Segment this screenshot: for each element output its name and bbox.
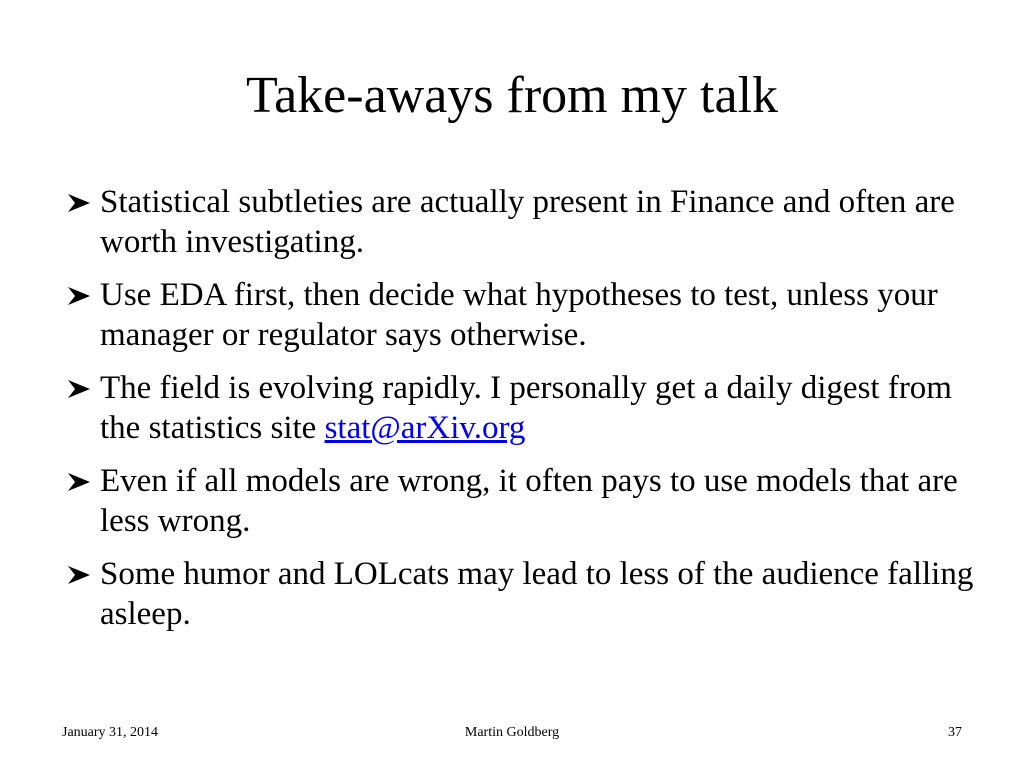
arrowhead-bullet-icon: [66, 378, 92, 400]
bullet-text: Use EDA first, then decide what hypotheses to test, unless your manager or regulator says otherwise.: [100, 277, 938, 353]
bullet-item: [64, 368, 974, 448]
footer-page-number: 37: [948, 725, 962, 740]
arrowhead-bullet-icon: [66, 192, 92, 214]
bullet-item: [64, 461, 974, 541]
arrowhead-bullet-icon: [66, 471, 92, 493]
bullet-item: [64, 275, 974, 355]
arrowhead-bullet-icon: [66, 564, 92, 586]
bullet-text: Statistical subtleties are actually present in Finance and often are worth investigating.: [100, 184, 955, 260]
bullet-text: Even if all models are wrong, it often pays to use models that are less wrong.: [100, 463, 958, 539]
footer-author: Martin Goldberg: [464, 725, 560, 740]
bullet-item: [64, 182, 974, 262]
arxiv-link[interactable]: stat@arXiv.org: [324, 410, 526, 446]
bullet-text: The field is evolving rapidly. I personally get a daily digest from the statistics site: [100, 370, 952, 446]
bullet-item: [64, 554, 974, 634]
bullet-list: [64, 182, 974, 647]
bullet-text: Some humor and LOLcats may lead to less of the audience falling asleep.: [100, 556, 974, 632]
slide-title: Take-aways from my talk: [245, 67, 779, 124]
footer-date: January 31, 2014: [62, 725, 159, 740]
arrowhead-bullet-icon: [66, 285, 92, 307]
